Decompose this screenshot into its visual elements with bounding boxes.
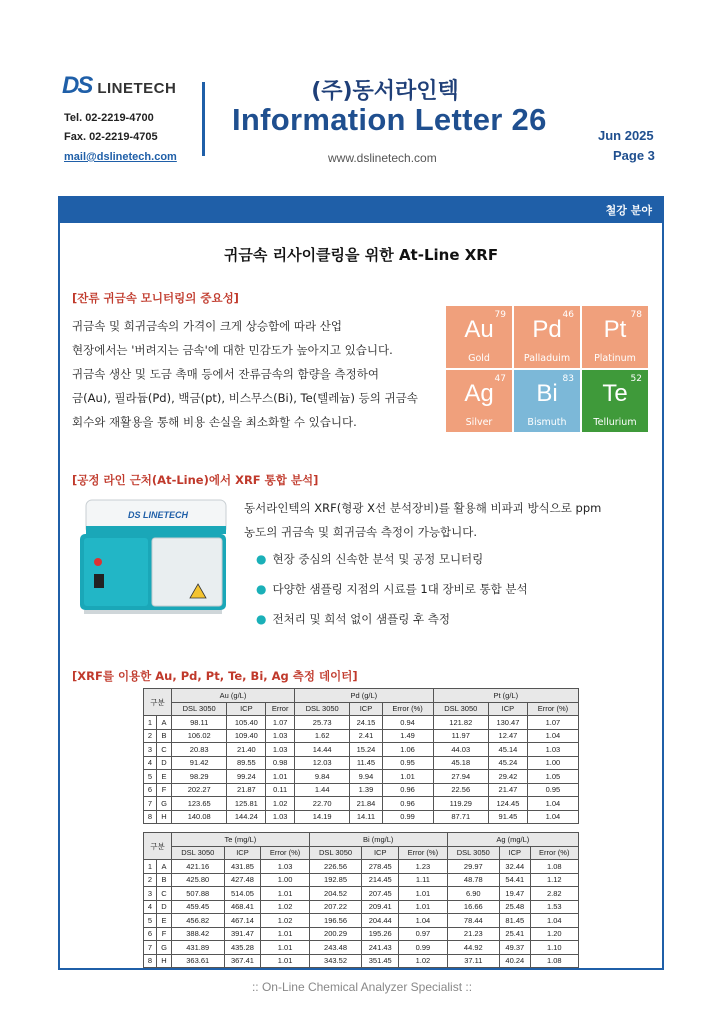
sub-header: ICP (224, 846, 261, 860)
table-cell: 207.45 (362, 887, 399, 901)
table-cell: B (157, 729, 172, 743)
table-cell: 1.49 (382, 729, 433, 743)
table-cell: 459.45 (172, 900, 225, 914)
letter-title: Information Letter 26 (232, 102, 547, 137)
table-cell: 431.85 (224, 860, 261, 874)
table-cell: 1.01 (261, 887, 309, 901)
table-cell: 202.27 (172, 783, 227, 797)
element-tile-ag (446, 370, 512, 432)
element-tile-bi (514, 370, 580, 432)
table-cell: 12.03 (295, 756, 350, 770)
sub-header: ICP (362, 846, 399, 860)
logo-text: LINETECH (97, 80, 177, 97)
table-cell: 144.24 (227, 810, 266, 824)
element-name: Silver (465, 417, 493, 428)
table-cell: 0.98 (266, 756, 295, 770)
group-header: Bi (mg/L) (309, 833, 447, 847)
table-cell: 5 (144, 770, 157, 784)
element-name: Gold (468, 353, 490, 364)
table-cell: 1.01 (382, 770, 433, 784)
table-cell: 45.18 (433, 756, 488, 770)
table-cell: 6 (144, 927, 157, 941)
element-tile-te (582, 370, 648, 432)
table-cell: 29.42 (488, 770, 527, 784)
table-cell: 45.14 (488, 743, 527, 757)
element-symbol: Au (464, 316, 494, 343)
table-cell: 207.22 (309, 900, 362, 914)
table-cell: 1.01 (261, 954, 309, 968)
table-cell: 8 (144, 810, 157, 824)
table-row (144, 873, 579, 887)
table-cell: C (157, 743, 172, 757)
element-tile-pt (582, 306, 648, 368)
table-cell: 25.48 (500, 900, 530, 914)
table-row (144, 743, 579, 757)
atomic-number: 79 (494, 310, 506, 320)
table-cell: 98.11 (172, 716, 227, 730)
xrf-device-image (72, 490, 232, 620)
table-cell: 425.80 (172, 873, 225, 887)
logo-ds: DS (62, 72, 92, 99)
table-cell: 278.45 (362, 860, 399, 874)
device-logo: DS LINETECH (128, 510, 189, 520)
table-cell: 0.95 (527, 783, 578, 797)
table-cell: 1.07 (527, 716, 578, 730)
table-cell: 106.02 (172, 729, 227, 743)
element-name: Tellurium (593, 417, 637, 428)
group-header: Pd (g/L) (295, 689, 434, 703)
company-logo (62, 72, 176, 100)
table-cell: 99.24 (227, 770, 266, 784)
table-cell: C (157, 887, 172, 901)
table-cell: 37.11 (447, 954, 500, 968)
table-cell: 49.37 (500, 941, 530, 955)
section1-line: 회수와 재활용을 통해 비용 손실을 최소화할 수 있습니다. (72, 415, 357, 429)
table-cell: 1 (144, 716, 157, 730)
page-number: Page 3 (613, 148, 655, 163)
table-cell: 5 (144, 914, 157, 928)
table-cell: F (157, 783, 172, 797)
table-cell: 22.56 (433, 783, 488, 797)
table-cell: 1.03 (266, 729, 295, 743)
table-cell: 98.29 (172, 770, 227, 784)
table-cell: 363.61 (172, 954, 225, 968)
table-cell: 140.08 (172, 810, 227, 824)
table-cell: 468.41 (224, 900, 261, 914)
table-cell: 1.10 (530, 941, 578, 955)
table-row (144, 914, 579, 928)
table-cell: 130.47 (488, 716, 527, 730)
element-tile-pd (514, 306, 580, 368)
section1-line: 금(Au), 필라듐(Pd), 백금(pt), 비스무스(Bi), Te(텔레늄) 등의 귀금속 (72, 391, 418, 405)
table-cell: 21.87 (227, 783, 266, 797)
table-cell: G (157, 797, 172, 811)
table-cell: 2.82 (530, 887, 578, 901)
mail-link[interactable]: mail@dslinetech.com (64, 151, 177, 163)
table-row (144, 729, 579, 743)
table-row (144, 756, 579, 770)
table-cell: 25.41 (500, 927, 530, 941)
table-row (144, 797, 579, 811)
header-divider (202, 82, 205, 156)
table-cell: 0.99 (399, 941, 447, 955)
table-cell: 91.45 (488, 810, 527, 824)
table-row (144, 954, 579, 968)
group-header: Pt (g/L) (433, 689, 578, 703)
table-cell: 1.04 (527, 729, 578, 743)
table-cell: 1.02 (399, 954, 447, 968)
table-cell: 0.11 (266, 783, 295, 797)
table-cell: 124.45 (488, 797, 527, 811)
table-cell: 1.03 (261, 860, 309, 874)
section3-heading: [XRF를 이용한 Au, Pd, Pt, Te, Bi, Ag 측정 데이터] (72, 669, 358, 683)
table-cell: 456.82 (172, 914, 225, 928)
table-cell: 1.04 (527, 797, 578, 811)
table-cell: 21.84 (350, 797, 382, 811)
table-cell: A (157, 716, 172, 730)
table-cell: 1.11 (399, 873, 447, 887)
company-name: (주)동서라인텍 (311, 79, 459, 104)
atomic-number: 83 (562, 374, 574, 384)
table-cell: 1.23 (399, 860, 447, 874)
table-cell: 1.04 (399, 914, 447, 928)
table-cell: 1.62 (295, 729, 350, 743)
table-cell: 351.45 (362, 954, 399, 968)
sub-header: DSL 3050 (172, 702, 227, 716)
table-cell: 1.02 (261, 900, 309, 914)
element-name: Platinum (594, 353, 636, 364)
section1-heading: [잔류 귀금속 모니터링의 중요성] (72, 291, 239, 305)
table-cell: 391.47 (224, 927, 261, 941)
table-cell: 196.56 (309, 914, 362, 928)
table-cell: 192.85 (309, 873, 362, 887)
table-cell: 11.45 (350, 756, 382, 770)
category-band (58, 196, 664, 223)
table-cell: 431.89 (172, 941, 225, 955)
atomic-number: 47 (494, 374, 506, 384)
table-cell: 15.24 (350, 743, 382, 757)
table-cell: 6 (144, 783, 157, 797)
table-cell: 91.42 (172, 756, 227, 770)
sub-header: DSL 3050 (172, 846, 225, 860)
section1-body (72, 314, 434, 434)
element-symbol: Te (602, 380, 628, 407)
table-cell: 54.41 (500, 873, 530, 887)
table-cell: E (157, 914, 172, 928)
element-tile-au (446, 306, 512, 368)
table-cell: 1.06 (382, 743, 433, 757)
bullet-item (256, 611, 450, 627)
gubun-header: 구분 (144, 833, 172, 860)
footer-tagline: :: On-Line Chemical Analyzer Specialist :: (251, 980, 473, 994)
sub-header: ICP (350, 702, 382, 716)
gubun-header: 구분 (144, 689, 172, 716)
table-cell: 0.96 (382, 783, 433, 797)
table-cell: 32.44 (500, 860, 530, 874)
table-cell: H (157, 954, 172, 968)
sub-header: DSL 3050 (433, 702, 488, 716)
atomic-number: 78 (630, 310, 642, 320)
table-cell: 89.55 (227, 756, 266, 770)
table-cell: 12.47 (488, 729, 527, 743)
table-cell: 121.82 (433, 716, 488, 730)
group-header: Ag (mg/L) (447, 833, 578, 847)
table-cell: 427.48 (224, 873, 261, 887)
table-cell: 2.41 (350, 729, 382, 743)
table-cell: 21.40 (227, 743, 266, 757)
atomic-number: 46 (562, 310, 574, 320)
table-cell: 1.39 (350, 783, 382, 797)
table-cell: 214.45 (362, 873, 399, 887)
table-cell: D (157, 756, 172, 770)
table-cell: 44.92 (447, 941, 500, 955)
sub-header: DSL 3050 (447, 846, 500, 860)
tel: Tel. 02-2219-4700 (64, 112, 154, 124)
table-cell: F (157, 927, 172, 941)
sub-header: ICP (488, 702, 527, 716)
table-cell: A (157, 860, 172, 874)
table-cell: 1.03 (266, 810, 295, 824)
sub-header: DSL 3050 (295, 702, 350, 716)
table-cell: 119.29 (433, 797, 488, 811)
data-table-au-pd-pt (143, 688, 579, 824)
table-row (144, 810, 579, 824)
table-cell: G (157, 941, 172, 955)
element-symbol: Pt (603, 316, 627, 343)
sub-header: ICP (500, 846, 530, 860)
table-cell: B (157, 873, 172, 887)
table-cell: 1.03 (266, 743, 295, 757)
table-cell: 9.84 (295, 770, 350, 784)
table-cell: 48.78 (447, 873, 500, 887)
table-row (144, 927, 579, 941)
table-cell: 507.88 (172, 887, 225, 901)
table-cell: 125.81 (227, 797, 266, 811)
element-symbol: Pd (532, 316, 562, 343)
element-name: Palladuim (523, 353, 571, 364)
table-cell: 45.24 (488, 756, 527, 770)
table-cell: 7 (144, 941, 157, 955)
table-cell: 1.04 (527, 810, 578, 824)
table-cell: 6.90 (447, 887, 500, 901)
table-cell: 123.65 (172, 797, 227, 811)
table-cell: 7 (144, 797, 157, 811)
doc-title: 귀금속 리사이클링을 위한 At-Line XRF (223, 246, 499, 264)
element-symbol: Bi (536, 380, 558, 407)
table-cell: 1.01 (261, 927, 309, 941)
table-cell: 1.44 (295, 783, 350, 797)
sub-header: Error (266, 702, 295, 716)
table-cell: 388.42 (172, 927, 225, 941)
issue-date: Jun 2025 (598, 128, 654, 143)
table-cell: E (157, 770, 172, 784)
section1-line: 귀금속 및 희귀금속의 가격이 크게 상승함에 따라 산업 (72, 319, 342, 333)
table-cell: 195.26 (362, 927, 399, 941)
group-header: Te (mg/L) (172, 833, 310, 847)
group-header: Au (g/L) (172, 689, 295, 703)
table-cell: 1.00 (527, 756, 578, 770)
table-row (144, 941, 579, 955)
table-cell: 19.47 (500, 887, 530, 901)
table-cell: 2 (144, 729, 157, 743)
table-cell: 20.83 (172, 743, 227, 757)
sub-header: ICP (227, 702, 266, 716)
bullet-text: 현장 중심의 신속한 분석 및 공정 모니터링 (272, 552, 484, 566)
table-cell: H (157, 810, 172, 824)
table-cell: 8 (144, 954, 157, 968)
table-cell: 204.44 (362, 914, 399, 928)
table-cell: 81.45 (500, 914, 530, 928)
table-cell: 421.16 (172, 860, 225, 874)
table-cell: 435.28 (224, 941, 261, 955)
table-row (144, 860, 579, 874)
table-cell: 9.94 (350, 770, 382, 784)
table-cell: 1.53 (530, 900, 578, 914)
table-cell: 0.94 (382, 716, 433, 730)
table-cell: 40.24 (500, 954, 530, 968)
data-table-te-bi-ag (143, 832, 579, 968)
table-cell: 0.99 (382, 810, 433, 824)
element-symbol: Ag (464, 380, 494, 407)
element-name: Bismuth (527, 417, 567, 428)
table-cell: 21.47 (488, 783, 527, 797)
table-cell: 14.19 (295, 810, 350, 824)
table-cell: 1.01 (266, 770, 295, 784)
sub-header: Error (%) (261, 846, 309, 860)
table-cell: 243.48 (309, 941, 362, 955)
table-cell: 1.02 (261, 914, 309, 928)
table-cell: 0.95 (382, 756, 433, 770)
table-cell: 1.20 (530, 927, 578, 941)
table-cell: 1.05 (527, 770, 578, 784)
table-cell: 514.05 (224, 887, 261, 901)
atomic-number: 52 (630, 374, 642, 384)
table-row (144, 900, 579, 914)
table-cell: 27.94 (433, 770, 488, 784)
table-cell: 200.29 (309, 927, 362, 941)
table-cell: 1.02 (266, 797, 295, 811)
table-cell: 209.41 (362, 900, 399, 914)
table-cell: 4 (144, 900, 157, 914)
table-cell: 109.40 (227, 729, 266, 743)
bullet-item (256, 551, 483, 567)
table-cell: 11.97 (433, 729, 488, 743)
table-cell: 21.23 (447, 927, 500, 941)
table-cell: 226.56 (309, 860, 362, 874)
table-cell: 16.66 (447, 900, 500, 914)
table-cell: 44.03 (433, 743, 488, 757)
table-cell: 3 (144, 743, 157, 757)
bullet-dot-icon: ● (256, 552, 267, 566)
table-cell: 22.70 (295, 797, 350, 811)
table-cell: 343.52 (309, 954, 362, 968)
bullet-text: 다양한 샘플링 지점의 시료를 1대 장비로 통합 분석 (272, 582, 528, 596)
table-cell: 1.08 (530, 860, 578, 874)
table-row (144, 770, 579, 784)
bullet-dot-icon: ● (256, 582, 267, 596)
table-cell: 3 (144, 887, 157, 901)
sub-header: Error (%) (530, 846, 578, 860)
table-cell: 0.96 (382, 797, 433, 811)
table-cell: D (157, 900, 172, 914)
table-cell: 467.14 (224, 914, 261, 928)
section2-heading: [공정 라인 근처(At-Line)에서 XRF 통합 분석] (72, 473, 319, 487)
table-cell: 204.52 (309, 887, 362, 901)
table-cell: 1.03 (527, 743, 578, 757)
table-cell: 1.00 (261, 873, 309, 887)
table-cell: 24.15 (350, 716, 382, 730)
section1-line: 현장에서는 '버려지는 금속'에 대한 민감도가 높아지고 있습니다. (72, 343, 393, 357)
table-cell: 0.97 (399, 927, 447, 941)
sub-header: Error (%) (399, 846, 447, 860)
bullet-text: 전처리 및 희석 없이 샘플링 후 측정 (272, 612, 450, 626)
table-cell: 14.11 (350, 810, 382, 824)
table-cell: 241.43 (362, 941, 399, 955)
table-cell: 1.01 (399, 887, 447, 901)
table-cell: 1 (144, 860, 157, 874)
table-cell: 87.71 (433, 810, 488, 824)
table-cell: 25.73 (295, 716, 350, 730)
table-cell: 4 (144, 756, 157, 770)
website[interactable]: www.dslinetech.com (328, 151, 437, 165)
sub-header: DSL 3050 (309, 846, 362, 860)
fax: Fax. 02-2219-4705 (64, 131, 158, 143)
table-cell: 367.41 (224, 954, 261, 968)
sub-header: Error (%) (382, 702, 433, 716)
table-cell: 78.44 (447, 914, 500, 928)
category-label: 철강 분야 (605, 204, 652, 217)
table-cell: 105.40 (227, 716, 266, 730)
table-cell: 1.08 (530, 954, 578, 968)
table-cell: 1.01 (399, 900, 447, 914)
section2-line: 농도의 귀금속 및 희귀금속 측정이 가능합니다. (244, 525, 478, 539)
table-row (144, 783, 579, 797)
table-cell: 1.04 (530, 914, 578, 928)
table-cell: 1.12 (530, 873, 578, 887)
table-cell: 1.07 (266, 716, 295, 730)
table-cell: 29.97 (447, 860, 500, 874)
table-row (144, 887, 579, 901)
section2-line: 동서라인텍의 XRF(형광 X선 분석장비)를 활용해 비파괴 방식으로 ppm (244, 501, 602, 515)
section1-line: 귀금속 생산 및 도금 촉매 등에서 잔류금속의 함량을 측정하여 (72, 367, 379, 381)
bullet-item (256, 581, 528, 597)
sub-header: Error (%) (527, 702, 578, 716)
table-cell: 1.01 (261, 941, 309, 955)
table-row (144, 716, 579, 730)
table-cell: 14.44 (295, 743, 350, 757)
section2-body (244, 496, 644, 544)
table-cell: 2 (144, 873, 157, 887)
bullet-dot-icon: ● (256, 612, 267, 626)
